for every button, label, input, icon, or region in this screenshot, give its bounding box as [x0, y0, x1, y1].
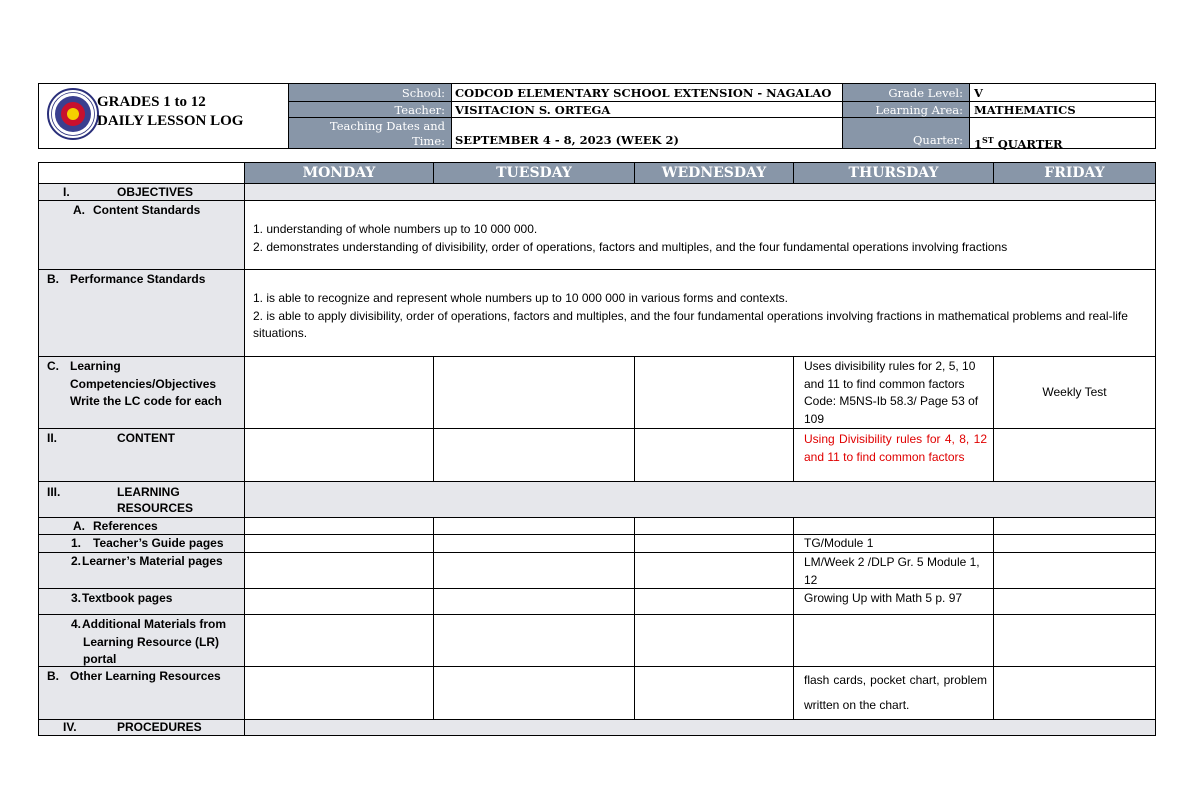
competencies-tuesday: [433, 356, 635, 429]
row-competencies-label: [38, 356, 245, 429]
lesson-log-table: [38, 162, 1156, 736]
other-resources-monday: [244, 666, 434, 720]
row-learners-material-label: [38, 552, 245, 589]
teachers-guide-thursday: TG/Module 1: [793, 534, 994, 553]
day-header-tuesday: TUESDAY: [433, 162, 635, 184]
row-references-label: [38, 517, 245, 535]
textbook-monday: [244, 588, 434, 615]
other-resources-wednesday: [634, 666, 794, 720]
additional-tuesday: [433, 614, 635, 667]
row-other-resources-text: Other Learning Resources: [70, 669, 221, 683]
row-textbook-label: [38, 588, 245, 615]
title-line-2: DAILY LESSON LOG: [97, 113, 244, 129]
grade-label: Grade Level:: [843, 84, 969, 102]
performance-standard-1: 1. is able to recognize and represent whole numbers up to 10 000 000 in various forms and contexts.: [253, 291, 788, 305]
row-teachers-guide-num: 1.: [71, 536, 82, 550]
day-header-monday: MONDAY: [244, 162, 434, 184]
content-standard-2: 2. demonstrates understanding of divisibility, order of operations, factors and multiples, and the four fundamental operations involving fractions: [253, 239, 1008, 254]
row-teachers-guide-label: [38, 534, 245, 553]
textbook-thursday: Growing Up with Math 5 p. 97: [793, 588, 994, 615]
teacher-value: VISITACION S. ORTEGA: [455, 103, 611, 117]
learners-material-monday: [244, 552, 434, 589]
row-teachers-guide-text: Teacher’s Guide pages: [93, 536, 224, 550]
learners-material-wednesday: [634, 552, 794, 589]
row-learning-resources-span: [244, 481, 1156, 518]
references-monday: [244, 517, 434, 535]
row-competencies-num: C.: [47, 359, 59, 373]
quarter-num: 1: [974, 136, 983, 151]
content-wednesday: [634, 428, 794, 482]
competencies-friday: Weekly Test: [993, 356, 1156, 429]
quarter-label: Quarter:: [843, 118, 969, 148]
other-resources-friday: [993, 666, 1156, 720]
quarter-sup: ST: [982, 135, 994, 145]
row-learners-material-num: 2.: [71, 554, 82, 568]
teachers-guide-monday: [244, 534, 434, 553]
row-content-standards-label: [38, 200, 245, 270]
learners-material-friday: [993, 552, 1156, 589]
textbook-wednesday: [634, 588, 794, 615]
dates-label-line2: Time:: [412, 134, 445, 148]
dates-label-line1: Teaching Dates and: [329, 119, 445, 133]
row-other-resources-num: B.: [47, 669, 59, 683]
row-content-text: CONTENT: [117, 431, 175, 445]
content-monday: [244, 428, 434, 482]
row-learning-resources-line2: RESOURCES: [117, 501, 194, 515]
row-performance-standards-num: B.: [47, 272, 59, 286]
competencies-thursday: Uses divisibility rules for 2, 5, 10 and 11 to find common factors Code: M5NS-Ib 58.3/ Page 53 of 109: [793, 356, 994, 429]
row-content-standards-value: [244, 200, 1156, 270]
row-performance-standards-value: [244, 269, 1156, 357]
row-content-label: [38, 428, 245, 482]
row-textbook-num: 3.: [71, 591, 82, 605]
row-competencies-line2: Competencies/Objectives: [70, 376, 217, 391]
dates-value: SEPTEMBER 4 - 8, 2023 (WEEK 2): [455, 133, 679, 147]
row-references-text: References: [93, 519, 158, 533]
row-procedures-num: IV.: [63, 720, 77, 734]
school-label: School:: [289, 84, 451, 102]
competencies-wednesday: [634, 356, 794, 429]
row-performance-standards-text: Performance Standards: [70, 272, 206, 286]
row-additional-line1: Additional Materials from: [82, 617, 227, 631]
row-learners-material-text: Learner’s Material pages: [82, 554, 223, 568]
performance-standard-2: 2. is able to apply divisibility, order of operations, factors and multiples, and the four fundamental operations involving fractions in mathematical problems and real-life situations.: [253, 308, 1128, 340]
learners-material-thursday: LM/Week 2 /DLP Gr. 5 Module 1, 12: [793, 552, 994, 589]
title-line-1: GRADES 1 to 12: [97, 94, 206, 110]
other-resources-tuesday: [433, 666, 635, 720]
quarter-value: [971, 118, 1155, 151]
other-resources-thursday: flash cards, pocket chart, problem written on the chart.: [793, 666, 994, 720]
row-additional-line3: portal: [83, 652, 117, 666]
row-procedures-text: PROCEDURES: [117, 720, 202, 734]
competencies-monday: [244, 356, 434, 429]
content-friday: [993, 428, 1156, 482]
deped-seal-icon: [47, 88, 99, 140]
references-wednesday: [634, 517, 794, 535]
school-value: CODCOD ELEMENTARY SCHOOL EXTENSION - NAGALAO: [455, 86, 832, 100]
grade-value: V: [974, 86, 983, 100]
dates-label: [289, 118, 451, 148]
row-references-num: A.: [73, 519, 85, 533]
area-label: Learning Area:: [843, 102, 969, 118]
row-competencies-line3: Write the LC code for each: [70, 394, 222, 408]
row-content-standards-num: A.: [73, 203, 85, 217]
textbook-friday: [993, 588, 1156, 615]
day-header-friday: FRIDAY: [993, 162, 1156, 184]
row-textbook-text: Textbook pages: [82, 591, 173, 605]
row-objectives-label: [38, 183, 245, 201]
row-additional-line2: Learning Resource (LR): [83, 634, 220, 649]
area-value: MATHEMATICS: [974, 103, 1076, 117]
row-learning-resources-label: [38, 481, 245, 518]
additional-monday: [244, 614, 434, 667]
references-friday: [993, 517, 1156, 535]
row-additional-label: [38, 614, 245, 667]
header-table: [38, 83, 1156, 149]
row-content-num: II.: [47, 431, 58, 445]
row-learning-resources-num: III.: [47, 485, 61, 499]
textbook-tuesday: [433, 588, 635, 615]
content-standard-1: 1. understanding of whole numbers up to 10 000 000.: [253, 222, 538, 236]
row-procedures-span: [244, 719, 1156, 736]
row-objectives-num: I.: [63, 185, 70, 199]
additional-thursday: [793, 614, 994, 667]
day-header-wednesday: WEDNESDAY: [634, 162, 794, 184]
row-learning-resources-line1: LEARNING: [117, 485, 180, 499]
row-objectives-span: [244, 183, 1156, 201]
teachers-guide-wednesday: [634, 534, 794, 553]
teachers-guide-tuesday: [433, 534, 635, 553]
logo-cell: [39, 84, 289, 148]
row-procedures-label: [38, 719, 245, 736]
additional-wednesday: [634, 614, 794, 667]
day-header-thursday: THURSDAY: [793, 162, 994, 184]
additional-friday: [993, 614, 1156, 667]
row-objectives-text: OBJECTIVES: [117, 185, 194, 199]
content-tuesday: [433, 428, 635, 482]
row-competencies-line1: Learning: [70, 359, 121, 373]
row-other-resources-label: [38, 666, 245, 720]
references-tuesday: [433, 517, 635, 535]
content-thursday: Using Divisibility rules for 4, 8, 12 and 11 to find common factors: [793, 428, 994, 482]
teacher-label: Teacher:: [289, 102, 451, 118]
row-content-standards-text: Content Standards: [93, 203, 201, 217]
row-performance-standards-label: [38, 269, 245, 357]
quarter-rest: QUARTER: [993, 136, 1063, 151]
corner-cell: [38, 162, 245, 184]
teachers-guide-friday: [993, 534, 1156, 553]
learners-material-tuesday: [433, 552, 635, 589]
row-additional-num: 4.: [71, 617, 82, 631]
references-thursday: [793, 517, 994, 535]
